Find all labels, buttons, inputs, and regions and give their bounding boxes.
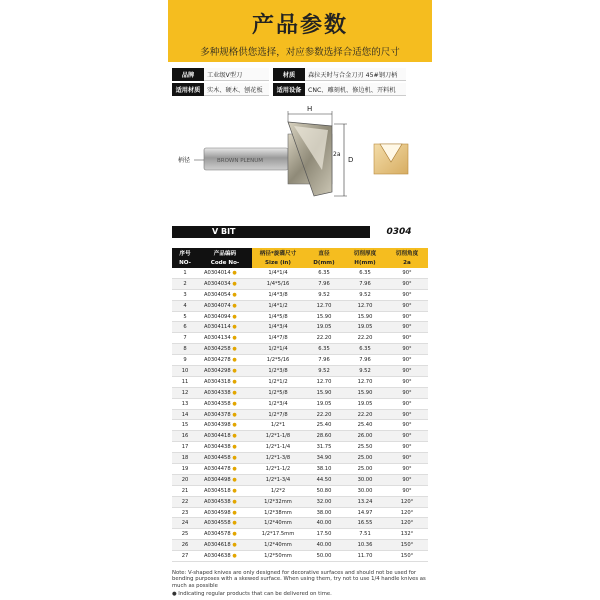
table-cell: 1/2*17.5mm — [252, 529, 304, 540]
table-cell: 1/4*1/4 — [252, 268, 304, 278]
table-row — [172, 344, 428, 355]
stock-dot-icon: ● — [232, 367, 237, 374]
table-cell: 1/2*1-3/4 — [252, 474, 304, 485]
stock-dot-icon: ● — [232, 433, 237, 440]
table-cell: 31.75 — [304, 442, 344, 453]
product-code: A0304094 — [204, 313, 231, 320]
product-code: A0304054 — [204, 291, 231, 298]
table-cell: 22.20 — [304, 409, 344, 420]
table-cell — [198, 311, 252, 322]
col-header: 2a — [386, 258, 428, 268]
d-label: D — [348, 156, 354, 164]
col-header: D(mm) — [304, 258, 344, 268]
col-header: Size (in) — [252, 258, 304, 268]
table-row — [172, 442, 428, 453]
table-cell — [198, 529, 252, 540]
table-row — [172, 311, 428, 322]
table-cell — [198, 366, 252, 377]
stock-dot-icon: ● — [232, 411, 237, 418]
table-cell: 7.96 — [344, 355, 386, 366]
table-cell: 12.70 — [344, 376, 386, 387]
table-cell: 26.00 — [344, 431, 386, 442]
stock-dot-icon: ● — [232, 324, 237, 331]
table-cell — [198, 322, 252, 333]
table-cell: 25.40 — [344, 420, 386, 431]
table-cell: 22 — [172, 496, 198, 507]
table-cell: 1/2*1-1/8 — [252, 431, 304, 442]
table-cell — [198, 333, 252, 344]
col-header: NO- — [172, 258, 198, 268]
table-cell: 15 — [172, 420, 198, 431]
table-title-bar — [172, 226, 428, 238]
table-cell: 17.50 — [304, 529, 344, 540]
table-cell: 1/2*1-3/8 — [252, 453, 304, 464]
stock-dot-icon: ● — [232, 280, 237, 287]
table-cell: 9.52 — [304, 289, 344, 300]
table-body — [172, 268, 428, 562]
table-cell: 19.05 — [344, 322, 386, 333]
stock-dot-icon: ● — [232, 487, 237, 494]
spec-label: 适用设备 — [273, 83, 305, 96]
table-cell: 20 — [172, 474, 198, 485]
table-cell: 6.35 — [344, 344, 386, 355]
table-row — [172, 529, 428, 540]
table-header-en — [172, 258, 428, 268]
table-cell: 1/2*40mm — [252, 518, 304, 529]
product-code: A0304638 — [204, 553, 231, 560]
table-cell: 1/2*1 — [252, 420, 304, 431]
table-cell: 90° — [386, 409, 428, 420]
table-cell — [198, 376, 252, 387]
table-cell: 6.35 — [344, 268, 386, 278]
table-cell: 12.70 — [304, 300, 344, 311]
table-cell: 6.35 — [304, 268, 344, 278]
table-cell: 50.80 — [304, 485, 344, 496]
table-row — [172, 431, 428, 442]
stock-dot-icon: ● — [232, 444, 237, 451]
table-cell: 25.50 — [344, 442, 386, 453]
table-cell: 120° — [386, 507, 428, 518]
table-cell: 16.55 — [344, 518, 386, 529]
table-cell: 7 — [172, 333, 198, 344]
table-cell: 25.40 — [304, 420, 344, 431]
table-cell: 13 — [172, 398, 198, 409]
stock-dot-icon: ● — [232, 553, 237, 560]
router-bit-drawing — [172, 104, 428, 216]
table-cell: 17 — [172, 442, 198, 453]
table-cell — [198, 496, 252, 507]
table-cell — [198, 420, 252, 431]
table-cell: 7.96 — [344, 278, 386, 289]
table-cell — [198, 540, 252, 551]
table-cell: 90° — [386, 333, 428, 344]
table-cell: 24 — [172, 518, 198, 529]
table-cell: 90° — [386, 289, 428, 300]
product-code: A0304338 — [204, 389, 231, 396]
table-cell — [198, 464, 252, 475]
footnote-usage: Note: V-shaped knives are only designed for decorative surfaces and should not be used for bending purposes with a skewed surface. When using them, try not to use 1/4 handle knives as much as possible — [172, 570, 426, 589]
table-cell — [198, 431, 252, 442]
table-cell: 1/2*1-1/4 — [252, 442, 304, 453]
table-row — [172, 420, 428, 431]
table-cell: 90° — [386, 474, 428, 485]
spec-label: 适用材质 — [172, 83, 204, 96]
product-code: A0304458 — [204, 455, 231, 462]
table-cell: 90° — [386, 453, 428, 464]
table-cell: 90° — [386, 366, 428, 377]
table-cell: 1/4*1/2 — [252, 300, 304, 311]
table-cell: 18 — [172, 453, 198, 464]
table-cell: 1/2*3/8 — [252, 366, 304, 377]
table-cell: 25 — [172, 529, 198, 540]
table-cell: 120° — [386, 496, 428, 507]
table-cell: 13.24 — [344, 496, 386, 507]
table-cell — [198, 355, 252, 366]
table-cell: 15.90 — [344, 387, 386, 398]
product-code: A0304114 — [204, 324, 231, 331]
table-cell: 15.90 — [304, 311, 344, 322]
table-cell: 150° — [386, 551, 428, 562]
table-cell: 7.51 — [344, 529, 386, 540]
table-cell: 15.90 — [304, 387, 344, 398]
spec-label: 品牌 — [172, 68, 204, 81]
table-cell — [198, 387, 252, 398]
table-row — [172, 322, 428, 333]
product-code: A0304418 — [204, 433, 231, 440]
h-label: H — [307, 105, 313, 113]
table-cell: 19.05 — [304, 322, 344, 333]
table-cell: 1/2*38mm — [252, 507, 304, 518]
table-cell: 1/4*5/16 — [252, 278, 304, 289]
table-cell: 34.90 — [304, 453, 344, 464]
table-row — [172, 474, 428, 485]
product-code: A0304598 — [204, 509, 231, 516]
table-cell: 90° — [386, 485, 428, 496]
table-cell: 90° — [386, 398, 428, 409]
product-code: A0304278 — [204, 357, 231, 364]
col-header: 产品编码 — [198, 248, 252, 258]
spec-value: 工业级V型刀 — [204, 68, 269, 81]
spec-row — [172, 68, 428, 81]
table-row — [172, 409, 428, 420]
table-cell: 50.00 — [304, 551, 344, 562]
stock-dot-icon: ● — [232, 542, 237, 549]
table-cell: 5 — [172, 311, 198, 322]
stock-dot-icon: ● — [232, 509, 237, 516]
table-cell: 90° — [386, 300, 428, 311]
stock-dot-icon: ● — [232, 520, 237, 527]
table-cell: 1/4*7/8 — [252, 333, 304, 344]
page-title: 产品参数 — [251, 13, 348, 38]
table-cell: 22.20 — [304, 333, 344, 344]
product-code: A0304518 — [204, 487, 231, 494]
table-cell: 10.36 — [344, 540, 386, 551]
product-code: A0304378 — [204, 411, 231, 418]
table-cell: 7.96 — [304, 355, 344, 366]
table-cell — [198, 551, 252, 562]
table-cell: 19.05 — [344, 398, 386, 409]
product-code: A0304558 — [204, 520, 231, 527]
col-header: 柄径*旋碟尺寸 — [252, 248, 304, 258]
table-row — [172, 551, 428, 562]
table-cell: 44.50 — [304, 474, 344, 485]
table-cell: 90° — [386, 431, 428, 442]
table-cell: 12 — [172, 387, 198, 398]
footnote — [172, 570, 428, 598]
col-header: H(mm) — [344, 258, 386, 268]
table-cell: 1/2*2 — [252, 485, 304, 496]
table-cell: 26 — [172, 540, 198, 551]
table-cell: 40.00 — [304, 540, 344, 551]
table-cell: 22.20 — [344, 333, 386, 344]
product-code: A0304358 — [204, 400, 231, 407]
table-cell: 12.70 — [304, 376, 344, 387]
stock-dot-icon: ● — [232, 422, 237, 429]
table-title: V BIT — [212, 227, 236, 236]
table-cell: 7.96 — [304, 278, 344, 289]
table-cell: 9.52 — [304, 366, 344, 377]
table-cell: 9.52 — [344, 366, 386, 377]
spec-row — [172, 83, 428, 96]
table-cell: 30.00 — [344, 485, 386, 496]
table-cell: 12.70 — [344, 300, 386, 311]
table-cell: 132° — [386, 529, 428, 540]
table-row — [172, 355, 428, 366]
table-cell: 25.00 — [344, 453, 386, 464]
table-cell: 27 — [172, 551, 198, 562]
table-cell: 1/2*5/16 — [252, 355, 304, 366]
table-row — [172, 464, 428, 475]
page-subtitle: 多种规格供您选择，对应参数选择合适您的尺寸 — [200, 47, 400, 58]
table-cell — [198, 453, 252, 464]
product-code: A0304298 — [204, 367, 231, 374]
table-cell: 40.00 — [304, 518, 344, 529]
table-cell: 6.35 — [304, 344, 344, 355]
table-cell: 90° — [386, 322, 428, 333]
product-code: A0304318 — [204, 378, 231, 385]
table-cell: 90° — [386, 268, 428, 278]
table-cell: 3 — [172, 289, 198, 300]
angle-label: 2a — [333, 151, 341, 158]
table-cell: 28.60 — [304, 431, 344, 442]
product-code: A0304398 — [204, 422, 231, 429]
product-code: A0304478 — [204, 465, 231, 472]
table-cell: 16 — [172, 431, 198, 442]
product-code: A0304258 — [204, 346, 231, 353]
col-header: 切削角度 — [386, 248, 428, 258]
shank-label: 柄径 — [178, 157, 191, 164]
stock-dot-icon: ● — [232, 346, 237, 353]
table-cell: 150° — [386, 540, 428, 551]
product-code: A0304134 — [204, 335, 231, 342]
table-cell: 90° — [386, 376, 428, 387]
table-cell: 1/2*1/4 — [252, 344, 304, 355]
spec-value: 实木、硬木、刨花板 — [204, 83, 269, 96]
table-cell: 9 — [172, 355, 198, 366]
stock-dot-icon: ● — [232, 455, 237, 462]
table-row — [172, 398, 428, 409]
stock-dot-icon: ● — [232, 302, 237, 309]
table-cell: 1/2*3/4 — [252, 398, 304, 409]
stock-dot-icon: ● — [232, 357, 237, 364]
table-cell: 8 — [172, 344, 198, 355]
stock-dot-icon: ● — [232, 389, 237, 396]
stock-dot-icon: ● — [232, 291, 237, 298]
table-cell: 1/2*50mm — [252, 551, 304, 562]
table-cell: 1/2*1-1/2 — [252, 464, 304, 475]
table-cell: 38.00 — [304, 507, 344, 518]
table-cell: 15.90 — [344, 311, 386, 322]
table-cell: 90° — [386, 344, 428, 355]
table-cell: 1/2*5/8 — [252, 387, 304, 398]
table-cell: 90° — [386, 464, 428, 475]
spec-value: CNC、雕刻机、修边机、开料机 — [305, 83, 406, 96]
table-cell — [198, 398, 252, 409]
table-cell: 10 — [172, 366, 198, 377]
table-row — [172, 289, 428, 300]
table-cell: 32.00 — [304, 496, 344, 507]
table-cell: 25.00 — [344, 464, 386, 475]
product-code: A0304438 — [204, 444, 231, 451]
table-cell: 90° — [386, 355, 428, 366]
stock-dot-icon: ● — [232, 531, 237, 538]
table-cell: 6 — [172, 322, 198, 333]
stock-dot-icon: ● — [232, 465, 237, 472]
table-cell: 1/2*1/2 — [252, 376, 304, 387]
table-cell: 11.70 — [344, 551, 386, 562]
stock-dot-icon: ● — [232, 498, 237, 505]
table-cell: 120° — [386, 518, 428, 529]
table-cell: 1/4*5/8 — [252, 311, 304, 322]
table-cell: 23 — [172, 507, 198, 518]
table-cell — [198, 268, 252, 278]
header-banner — [168, 0, 432, 62]
table-cell: 9.52 — [344, 289, 386, 300]
table-cell — [198, 344, 252, 355]
table-cell — [198, 442, 252, 453]
table-row — [172, 300, 428, 311]
series-code: 0304 — [370, 225, 428, 239]
spec-label: 材质 — [273, 68, 305, 81]
col-header: 序号 — [172, 248, 198, 258]
table-row — [172, 485, 428, 496]
table-cell — [198, 278, 252, 289]
spec-table — [172, 248, 428, 562]
table-cell — [198, 289, 252, 300]
table-cell: 90° — [386, 387, 428, 398]
table-cell: 4 — [172, 300, 198, 311]
table-row — [172, 333, 428, 344]
table-cell: 90° — [386, 420, 428, 431]
table-row — [172, 453, 428, 464]
table-cell: 1/2*7/8 — [252, 409, 304, 420]
stock-dot-icon: ● — [232, 378, 237, 385]
stock-dot-icon: ● — [232, 269, 237, 276]
table-cell: 21 — [172, 485, 198, 496]
table-cell: 14.97 — [344, 507, 386, 518]
table-cell — [198, 485, 252, 496]
table-row — [172, 268, 428, 278]
table-header-cn — [172, 248, 428, 258]
table-cell: 11 — [172, 376, 198, 387]
table-row — [172, 507, 428, 518]
table-cell: 14 — [172, 409, 198, 420]
table-cell: 1 — [172, 268, 198, 278]
table-cell: 90° — [386, 278, 428, 289]
table-cell: 1/2*40mm — [252, 540, 304, 551]
spec-value: 森拉天时与合金刀刃 45#钢刀柄 — [305, 68, 406, 81]
stock-dot-icon: ● — [232, 400, 237, 407]
table-cell — [198, 300, 252, 311]
table-cell: 1/2*32mm — [252, 496, 304, 507]
table-cell: 22.20 — [344, 409, 386, 420]
stock-dot-icon: ● — [232, 335, 237, 342]
table-cell — [198, 409, 252, 420]
table-row — [172, 376, 428, 387]
product-code: A0304498 — [204, 476, 231, 483]
table-row — [172, 278, 428, 289]
stock-dot-icon: ● — [232, 313, 237, 320]
table-row — [172, 366, 428, 377]
table-cell — [198, 507, 252, 518]
table-row — [172, 518, 428, 529]
product-code: A0304014 — [204, 269, 231, 276]
col-header: 切削厚度 — [344, 248, 386, 258]
table-cell: 30.00 — [344, 474, 386, 485]
col-header: Code No- — [198, 258, 252, 268]
spec-panel — [172, 68, 428, 98]
table-cell — [198, 474, 252, 485]
table-cell: 38.10 — [304, 464, 344, 475]
table-cell: 19.05 — [304, 398, 344, 409]
product-code: A0304618 — [204, 542, 231, 549]
table-cell: 2 — [172, 278, 198, 289]
table-row — [172, 496, 428, 507]
shank-engraving: BROWN PLENUM — [217, 158, 263, 164]
table-row — [172, 387, 428, 398]
table-cell: 1/4*3/8 — [252, 289, 304, 300]
product-code: A0304034 — [204, 280, 231, 287]
wood-sample-icon — [374, 144, 408, 174]
product-code: A0304074 — [204, 302, 231, 309]
table-cell — [198, 518, 252, 529]
table-cell: 1/4*3/4 — [252, 322, 304, 333]
table-cell: 90° — [386, 442, 428, 453]
footnote-marker: ● Indicating regular products that can be delivered on time. — [172, 591, 332, 598]
product-code: A0304538 — [204, 498, 231, 505]
table-cell: 19 — [172, 464, 198, 475]
col-header: 直径 — [304, 248, 344, 258]
table-row — [172, 540, 428, 551]
table-cell: 90° — [386, 311, 428, 322]
stock-dot-icon: ● — [232, 476, 237, 483]
router-bit-diagram — [172, 104, 428, 216]
product-code: A0304578 — [204, 531, 231, 538]
